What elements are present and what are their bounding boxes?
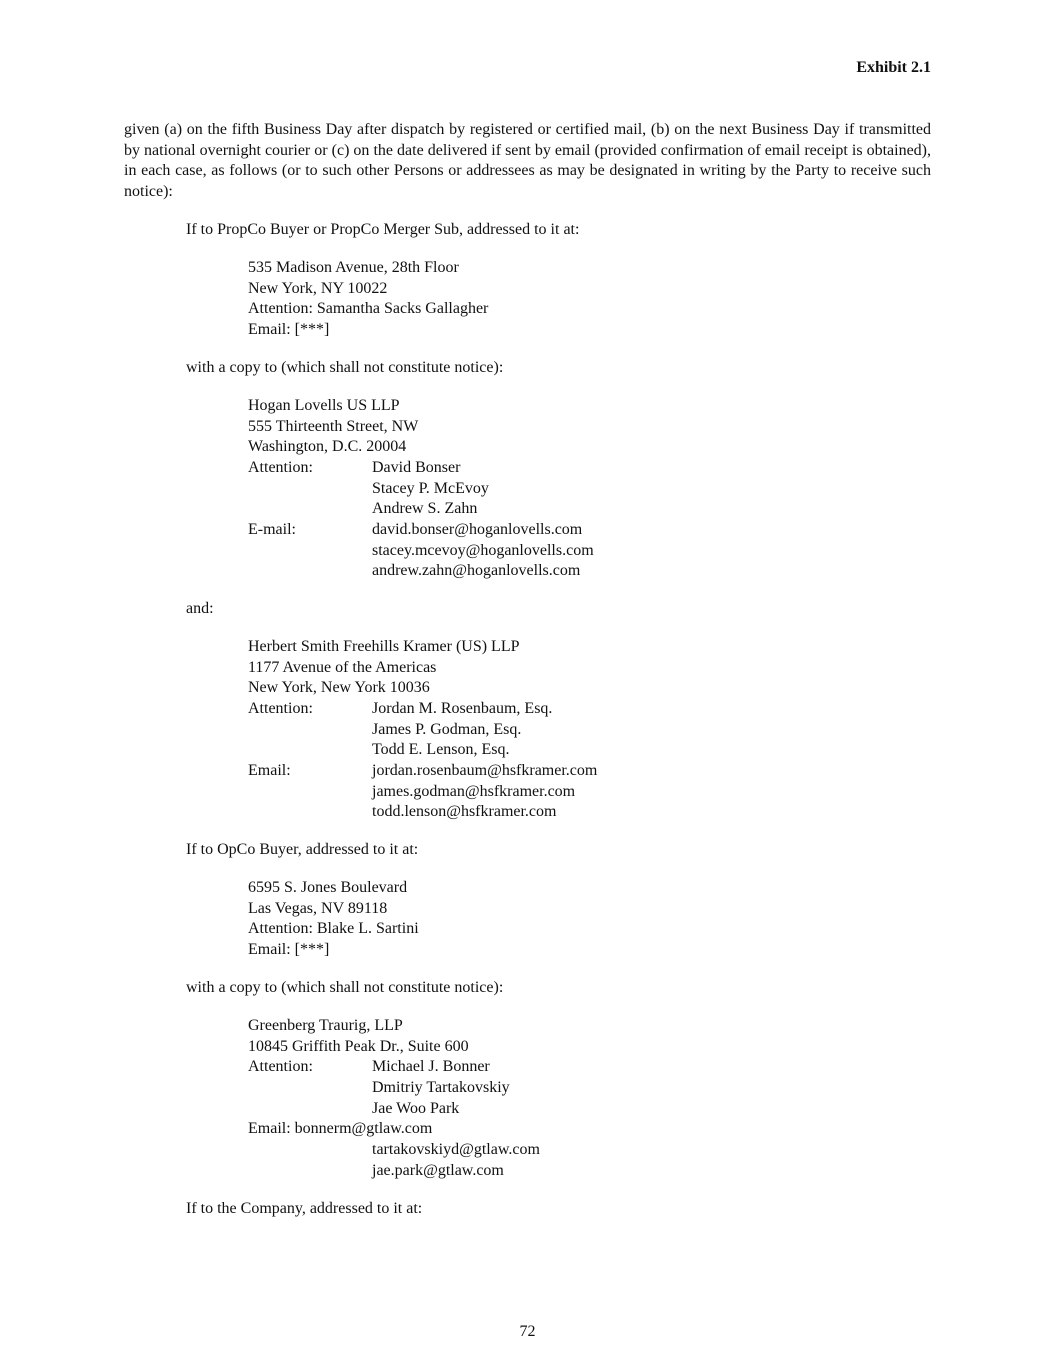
greenberg-attention-name: Jae Woo Park — [372, 1100, 460, 1117]
greenberg-email: tartakovskiyd@gtlaw.com — [372, 1141, 540, 1158]
hogan-email: andrew.zahn@hoganlovells.com — [372, 562, 581, 579]
herbert-attention-name: Jordan M. Rosenbaum, Esq. — [372, 700, 553, 717]
herbert-email: james.godman@hsfkramer.com — [372, 783, 576, 800]
page-number: 72 — [519, 1323, 536, 1340]
hogan-email: david.bonser@hoganlovells.com — [372, 521, 583, 538]
herbert-attention-name: Todd E. Lenson, Esq. — [372, 741, 510, 758]
herbert-attention-label: Attention: — [248, 700, 313, 717]
copy-notice-heading: with a copy to (which shall not constitute notice): — [186, 359, 504, 376]
and-text: and: — [186, 600, 214, 617]
greenberg-attention-name: Michael J. Bonner — [372, 1058, 490, 1075]
greenberg-address-line: 10845 Griffith Peak Dr., Suite 600 — [248, 1038, 469, 1055]
herbert-address-line: 1177 Avenue of the Americas — [248, 659, 437, 676]
greenberg-email: jae.park@gtlaw.com — [372, 1162, 504, 1179]
herbert-attention-name: James P. Godman, Esq. — [372, 721, 522, 738]
opco-address-line: Las Vegas, NV 89118 — [248, 900, 388, 917]
intro-paragraph: given (a) on the fifth Business Day after dispatch by registered or certified mail, (b) on the next Business Day if transmitted by national overnight courier or (c) on the date delivered if sent by email (provided confirmation of email receipt is obtained), in each case, as follows (or to such other Persons or addressees as may be designated in writing by the Party to receive such notice): — [124, 121, 931, 200]
opco-heading: If to OpCo Buyer, addressed to it at: — [186, 841, 419, 858]
herbert-address-line: New York, New York 10036 — [248, 679, 430, 696]
propco-email: Email: [***] — [248, 321, 330, 338]
hogan-attention-label: Attention: — [248, 459, 313, 476]
hogan-address-line: 555 Thirteenth Street, NW — [248, 418, 419, 435]
hogan-firm-name: Hogan Lovells US LLP — [248, 397, 400, 414]
herbert-email-label: Email: — [248, 762, 291, 779]
hogan-email: stacey.mcevoy@hoganlovells.com — [372, 542, 594, 559]
hogan-attention-name: Stacey P. McEvoy — [372, 480, 489, 497]
copy-notice-heading: with a copy to (which shall not constitute notice): — [186, 979, 504, 996]
propco-address-line: 535 Madison Avenue, 28th Floor — [248, 259, 459, 276]
herbert-email: jordan.rosenbaum@hsfkramer.com — [372, 762, 598, 779]
greenberg-firm-name: Greenberg Traurig, LLP — [248, 1017, 403, 1034]
greenberg-attention-label: Attention: — [248, 1058, 313, 1075]
hogan-attention-name: Andrew S. Zahn — [372, 500, 478, 517]
company-heading: If to the Company, addressed to it at: — [186, 1200, 423, 1217]
propco-heading: If to PropCo Buyer or PropCo Merger Sub, addressed to it at: — [186, 221, 580, 238]
herbert-firm-name: Herbert Smith Freehills Kramer (US) LLP — [248, 638, 520, 655]
hogan-attention-name: David Bonser — [372, 459, 461, 476]
hogan-email-label: E-mail: — [248, 521, 296, 538]
opco-attention: Attention: Blake L. Sartini — [248, 920, 419, 937]
propco-attention: Attention: Samantha Sacks Gallagher — [248, 300, 489, 317]
exhibit-label: Exhibit 2.1 — [856, 59, 931, 76]
hogan-address-line: Washington, D.C. 20004 — [248, 438, 407, 455]
propco-address-line: New York, NY 10022 — [248, 280, 388, 297]
opco-email: Email: [***] — [248, 941, 330, 958]
greenberg-attention-name: Dmitriy Tartakovskiy — [372, 1079, 510, 1096]
opco-address-line: 6595 S. Jones Boulevard — [248, 879, 408, 896]
herbert-email: todd.lenson@hsfkramer.com — [372, 803, 557, 820]
greenberg-email-first: Email: bonnerm@gtlaw.com — [248, 1120, 433, 1137]
